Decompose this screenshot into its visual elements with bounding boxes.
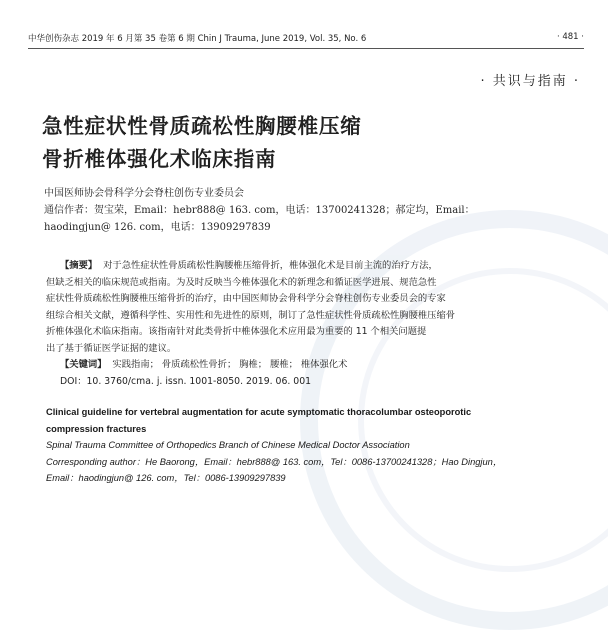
corresponding-author-line-2: haodingjun@ 126. com，电话：13909297839 xyxy=(44,222,271,233)
title-line-1: 急性症状性骨质疏松性胸腰椎压缩 xyxy=(42,114,362,138)
abstract-line-6: 出了基于循证医学证据的建议。 xyxy=(46,342,177,354)
chinese-abstract xyxy=(46,258,566,390)
abstract-line-2: 但缺乏相关的临床规范或指南。为及时反映当今椎体强化术的新理念和循证医学进展、规范急性 xyxy=(46,276,437,288)
english-corresponding-line-2: Email：haodingjun@ 126. com，Tel：0086-13909297839 xyxy=(46,473,286,483)
corresponding-author-line-1: 通信作者：贺宝荣，Email：hebr888@ 163. com，电话：13700241328；郝定均，Email： xyxy=(44,205,475,216)
article-title xyxy=(42,110,362,176)
english-committee: Spinal Trauma Committee of Orthopedics Branch of Chinese Medical Doctor Association xyxy=(46,440,410,450)
keywords-label: 【关键词】 xyxy=(60,359,107,370)
english-title-line-2: compression fractures xyxy=(46,423,147,434)
doi: DOI：10. 3760/cma. j. issn. 1001-8050. 2019. 06. 001 xyxy=(60,375,312,387)
abstract-line-1: 【摘要】 对于急性症状性骨质疏松性胸腰椎压缩骨折，椎体强化术是目前主流的治疗方法， xyxy=(60,260,438,271)
abstract-line-4: 组综合相关文献，遵循科学性、实用性和先进性的原则，制订了急性症状性骨质疏松性胸腰椎压缩骨 xyxy=(46,309,456,321)
keywords-line xyxy=(46,357,566,374)
keywords: 实践指南； 骨质疏松性骨折； 胸椎； 腰椎； 椎体强化术 xyxy=(112,359,348,370)
abstract-line-3: 症状性骨质疏松性胸腰椎压缩骨折的治疗，由中国医师协会骨科学分会脊柱创伤专业委员会的专家 xyxy=(46,293,446,304)
running-header xyxy=(28,32,584,49)
section-label: · 共识与指南 · xyxy=(480,74,580,89)
english-corresponding-line-1: Corresponding author：He Baorong，Email：hebr888@ 163. com，Tel：0086-13700241328；Hao Dingjun， xyxy=(46,456,503,467)
author-block xyxy=(44,185,564,236)
english-title-block xyxy=(46,404,576,487)
abstract-line-5: 折椎体强化术临床指南。该指南针对此类骨折中椎体强化术应用最为重要的 11 个相关问题提 xyxy=(46,326,427,337)
author-organization: 中国医师协会骨科学分会脊柱创伤专业委员会 xyxy=(44,188,244,199)
english-title-line-1: Clinical guideline for vertebral augmentation for acute symptomatic thoracolumbar osteoporotic xyxy=(46,407,472,417)
abstract-label: 【摘要】 xyxy=(60,260,98,271)
title-line-2: 骨折椎体强化术临床指南 xyxy=(42,147,277,171)
page-number: · 481 · xyxy=(556,32,584,42)
journal-info: 中华创伤杂志 2019 年 6 月第 35 卷第 6 期 Chin J Trauma, June 2019, Vol. 35, No. 6 xyxy=(28,34,367,44)
